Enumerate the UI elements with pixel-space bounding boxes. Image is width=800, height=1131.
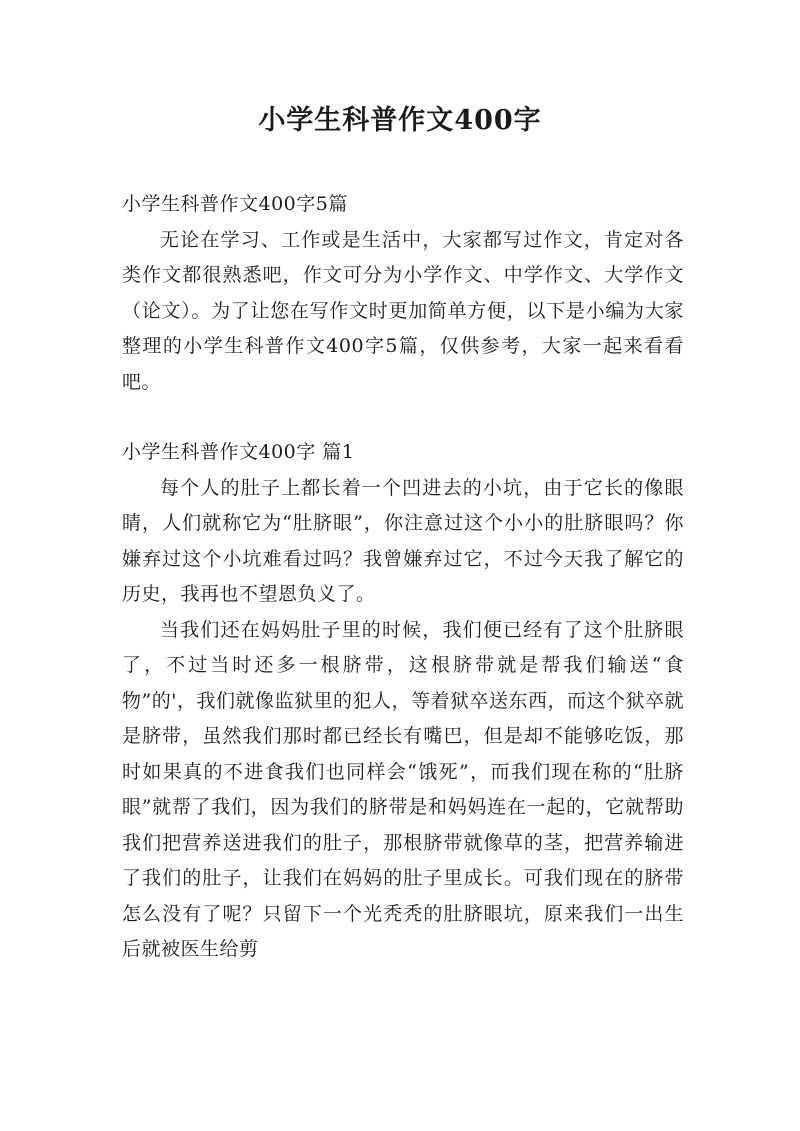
document-title: 小学生科普作文400字 xyxy=(258,105,542,136)
section1-paragraph-1: 每个人的肚子上都长着一个凹进去的小坑，由于它长的像眼睛，人们就称它为“肚脐眼”，你注意过这个小小的肚脐眼吗？你嫌弃过这个小坑难看过吗？我曾嫌弃过它，不过今天我了解它的历史，我再也不望恩负义了。 xyxy=(122,476,684,605)
intro-paragraph: 无论在学习、工作或是生活中，大家都写过作文，肯定对各类作文都很熟悉吧，作文可分为小学作文、中学作文、大学作文（论文）。为了让您在写作文时更加简单方便，以下是小编为大家整理的小学生科普作文400字5篇，仅供参考，大家一起来看看吧。 xyxy=(122,228,684,393)
section-spacer xyxy=(122,400,684,435)
intro-heading: 小学生科普作文400字5篇 xyxy=(122,193,348,215)
section1-heading: 小学生科普作文400字 篇1 xyxy=(122,441,355,463)
document-body xyxy=(122,187,684,968)
section1-paragraph-2: 当我们还在妈妈肚子里的时候，我们便已经有了这个肚脐眼了，不过当时还多一根脐带，这根脐带就是帮我们输送“食物”的'，我们就像监狱里的犯人，等着狱卒送东西，而这个狱卒就是脐带，虽然我们那时都已经长有嘴巴，但是却不能够吃饭，那时如果真的不进食我们也同样会“饿死”，而我们现在称的“肚脐眼”就帮了我们，因为我们的脐带是和妈妈连在一起的，它就帮助我们把营养送进我们的肚子，那根脐带就像草的茎，把营养输进了我们的肚子，让我们在妈妈的肚子里成长。可我们现在的脐带怎么没有了呢？只留下一个光秃秃的肚脐眼坑，原来我们一出生后就被医生给剪 xyxy=(122,618,684,960)
